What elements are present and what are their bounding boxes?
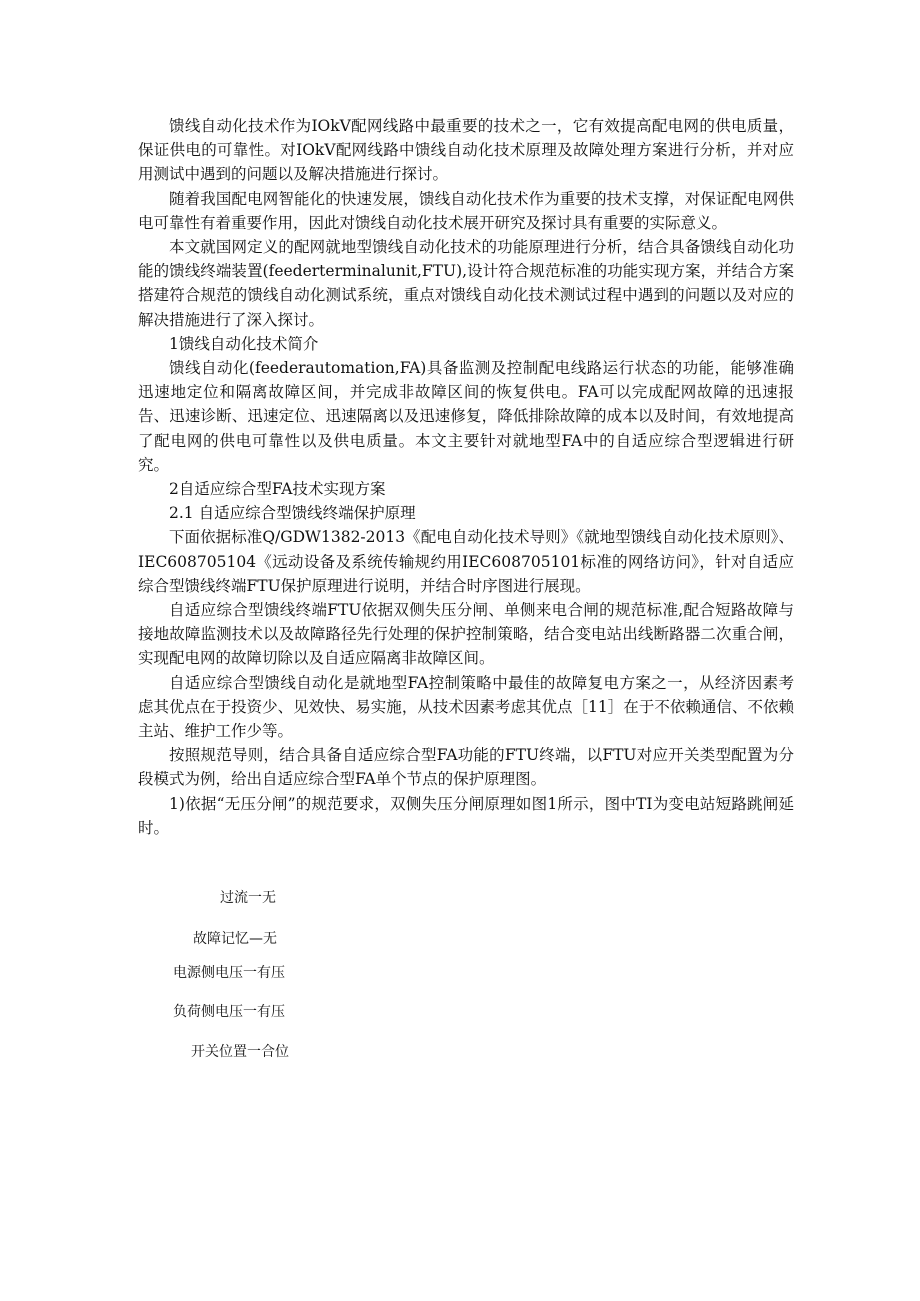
section-2-paragraph-3: 自适应综合型馈线自动化是就地型FA控制策略中最佳的故障复电方案之一，从经济因素考虑其优点在于投资少、见效快、易实施，从技术因素考虑其优点［11］在于不依赖通信、不依赖主站、维护工作少等。 — [138, 673, 794, 741]
diagram-label-load-voltage: 负荷侧电压一有压 — [173, 1004, 285, 1020]
diagram-label-switch-position: 开关位置一合位 — [191, 1044, 289, 1060]
section-2-paragraph-1: 下面依据标准Q/GDW1382-2013《配电自动化技术导则》《就地型馈线自动化技术原则》、IEC608705104《远动设备及系统传输规约用IEC608705101标准的网络访问》，针对自适应综合型馈线终端FTU保护原理进行说明，并结合时序图进行展现。 — [138, 528, 794, 595]
document-body — [138, 114, 794, 840]
section-2-paragraph-5: 1)依据“无压分闸”的规范要求，双侧失压分闸原理如图1所示，图中TI为变电站短路跳闸延时。 — [138, 794, 794, 837]
intro-paragraph-1: 馈线自动化技术作为IOkV配网线路中最重要的技术之一，它有效提高配电网的供电质量，保证供电的可靠性。对IOkV配网线路中馈线自动化技术原理及故障处理方案进行分析，并对应用测试中遇到的问题以及解决措施进行探讨。 — [138, 117, 794, 184]
diagram-label-source-voltage: 电源侧电压一有压 — [173, 965, 285, 981]
diagram-label-overcurrent: 过流一无 — [220, 890, 276, 906]
section-2-heading: 2自适应综合型FA技术实现方案 — [169, 480, 386, 499]
section-2-1-heading: 2.1 自适应综合型馈线终端保护原理 — [169, 504, 416, 523]
section-1-paragraph: 馈线自动化(feederautomation,FA)具备监测及控制配电线路运行状态的功能，能够准确迅速地定位和隔离故障区间，并完成非故障区间的恢复供电。FA可以完成配网故障的迅速报告、迅速诊断、迅速定位、迅速隔离以及迅速修复，降低排除故障的成本以及时间，有效地提高了配电网的供电可靠性以及供电质量。本文主要针对就地型FA中的自适应综合型逻辑进行研究。 — [138, 359, 794, 474]
intro-paragraph-3: 本文就国网定义的配网就地型馈线自动化技术的功能原理进行分析，结合具备馈线自动化功能的馈线终端装置(feederterminalunit,FTU),设计符合规范标准的功能实现方案，并结合方案搭建符合规范的馈线自动化测试系统，重点对馈线自动化技术测试过程中遇到的问题以及对应的解决措施进行了深入探讨。 — [138, 238, 794, 329]
intro-paragraph-2: 随着我国配电网智能化的快速发展，馈线自动化技术作为重要的技术支撑，对保证配电网供电可靠性有着重要作用，因此对馈线自动化技术展开研究及探讨具有重要的实际意义。 — [138, 189, 794, 232]
section-2-paragraph-2: 自适应综合型馈线终端FTU依据双侧失压分闸、单侧来电合闸的规范标准,配合短路故障与接地故障监测技术以及故障路径先行处理的保护控制策略，结合变电站出线断路器二次重合闸，实现配电网的故障切除以及自适应隔离非故障区间。 — [138, 601, 794, 668]
section-2-paragraph-4: 按照规范导则，结合具备自适应综合型FA功能的FTU终端，以FTU对应开关类型配置为分段模式为例，给出自适应综合型FA单个节点的保护原理图。 — [138, 746, 794, 789]
section-1-heading: 1馈线自动化技术简介 — [169, 334, 319, 353]
diagram-label-fault-memory: 故障记忆—无 — [193, 931, 277, 947]
